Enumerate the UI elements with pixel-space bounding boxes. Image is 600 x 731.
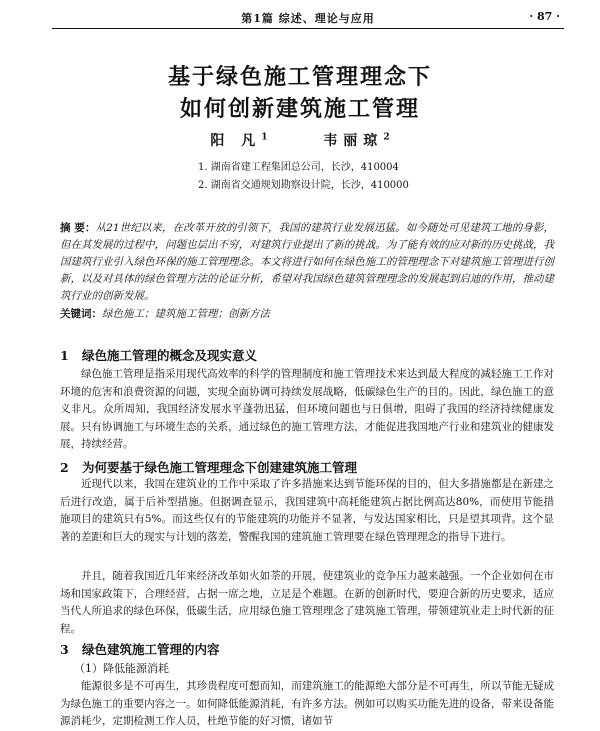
section-number: 1 xyxy=(60,348,69,363)
author-mark: 2 xyxy=(383,132,390,143)
section-heading xyxy=(60,458,357,476)
author-mark: 1 xyxy=(261,132,268,143)
body-paragraph: 并且，随着我国近几年来经济改革如火如荼的开展，使建筑业的竞争压力越来越强。一个企业如何在市场和国家政策下，合理经营，占据一席之地，立足是个难题。在新的创新时代，要迎合新的历史要求，适应当代人所追求的绿色环保，低碳生活，应用绿色施工管理理念了建筑施工管理，带领建筑业走上时代新的征程。 xyxy=(60,570,554,635)
section-title: 绿色施工管理的概念及现实意义 xyxy=(82,348,258,363)
paper-title-line-2: 如何创新建筑施工管理 xyxy=(179,96,420,122)
keywords-label: 关键词： xyxy=(60,308,102,320)
author-name: 阳 凡 xyxy=(210,133,262,149)
abstract-text: 从21世纪以来，在改革开放的引领下，我国的建筑行业发展迅猛。如今随处可见建筑工地的身影，但在其发展的过程中，问题也层出不穷，对建筑行业提出了新的挑战。为了能有效的应对新的历史挑战，我国建筑行业引入绿色环保的施工管理理念。本文将进行如何在绿色施工的管理理念下对建筑施工管理进行创新，以及对具体的绿色管理方法的论证分析，希望对我国绿色建筑管理理念的发展起到启迪的作用，推动建筑行业的创新发展。 xyxy=(60,222,555,302)
section-title: 绿色建筑施工管理的内容 xyxy=(82,642,220,657)
running-title: 第1篇 综述、理论与应用 xyxy=(241,12,375,25)
page-number: · 87 · xyxy=(529,10,560,23)
paper-title-line-1: 基于绿色施工管理理念下 xyxy=(167,64,432,90)
keywords xyxy=(60,306,554,321)
abstract-label: 摘 要： xyxy=(60,222,96,234)
body-paragraph: 能源很多是不可再生，其珍贵程度可想而知，而建筑施工的能源绝大部分是不可再生，所以节能无疑成为绿色施工的重要内容之一。如何降低能源消耗，有许多方法。例如可以购买功能先进的设备，带来设备能源消耗少，定期检测工作人员，杜绝节能的好习惯，诸如节 xyxy=(60,680,554,727)
section-number: 3 xyxy=(60,642,69,657)
author-name: 韦丽琼 xyxy=(323,133,384,149)
section-heading xyxy=(60,640,220,658)
body-paragraph: 绿色施工管理是指采用现代高效率的科学的管理制度和施工管理技术来达到最大程度的减轻施工工作对环境的危害和浪费资源的问题，实现全面协调可持续发展战略，低碳绿色生产的目的。因此，绿色施工的意义非凡。众所周知，我国经济发展水平蓬勃迅猛，但环境问题也与日俱增，阻碍了我国的经济持续健康发展。只有协调施工与环境生态的关系，通过绿色的施工管理方法，才能促进我国地产行业和建筑业的健康发展，持续经营。 xyxy=(60,368,554,450)
subsection-heading: （1）降低能源消耗 xyxy=(74,662,169,675)
affiliation: 1. 湖南省建工程集团总公司，长沙，410004 xyxy=(198,162,399,173)
body-paragraph: 近现代以来，我国在建筑业的工作中采取了许多措施来达到节能环保的目的，但大多措施都是在新建之后进行改造，属于后补型措施。但据调查显示，我国建筑中高耗能建筑占据比例高达80%，而使用节能措施项目的建筑只有5%。而这些仅有的节能建筑的功能并不显著，与发达国家相比，只是望其项背。这个显著的差距和巨大的现实与计划的落差，警醒我国的建筑施工管理要在绿色管理理念的指导下进行。 xyxy=(60,478,554,543)
running-header xyxy=(52,8,564,29)
keywords-text: 绿色施工；建筑施工管理；创新方法 xyxy=(102,308,270,320)
section-heading xyxy=(60,346,257,364)
author-list xyxy=(0,130,600,150)
section-number: 2 xyxy=(60,460,69,475)
section-title: 为何要基于绿色施工管理理念下创建建筑施工管理 xyxy=(82,460,358,475)
affiliation: 2. 湖南省交通规划勘察设计院，长沙，410000 xyxy=(198,180,409,191)
abstract xyxy=(60,220,554,305)
